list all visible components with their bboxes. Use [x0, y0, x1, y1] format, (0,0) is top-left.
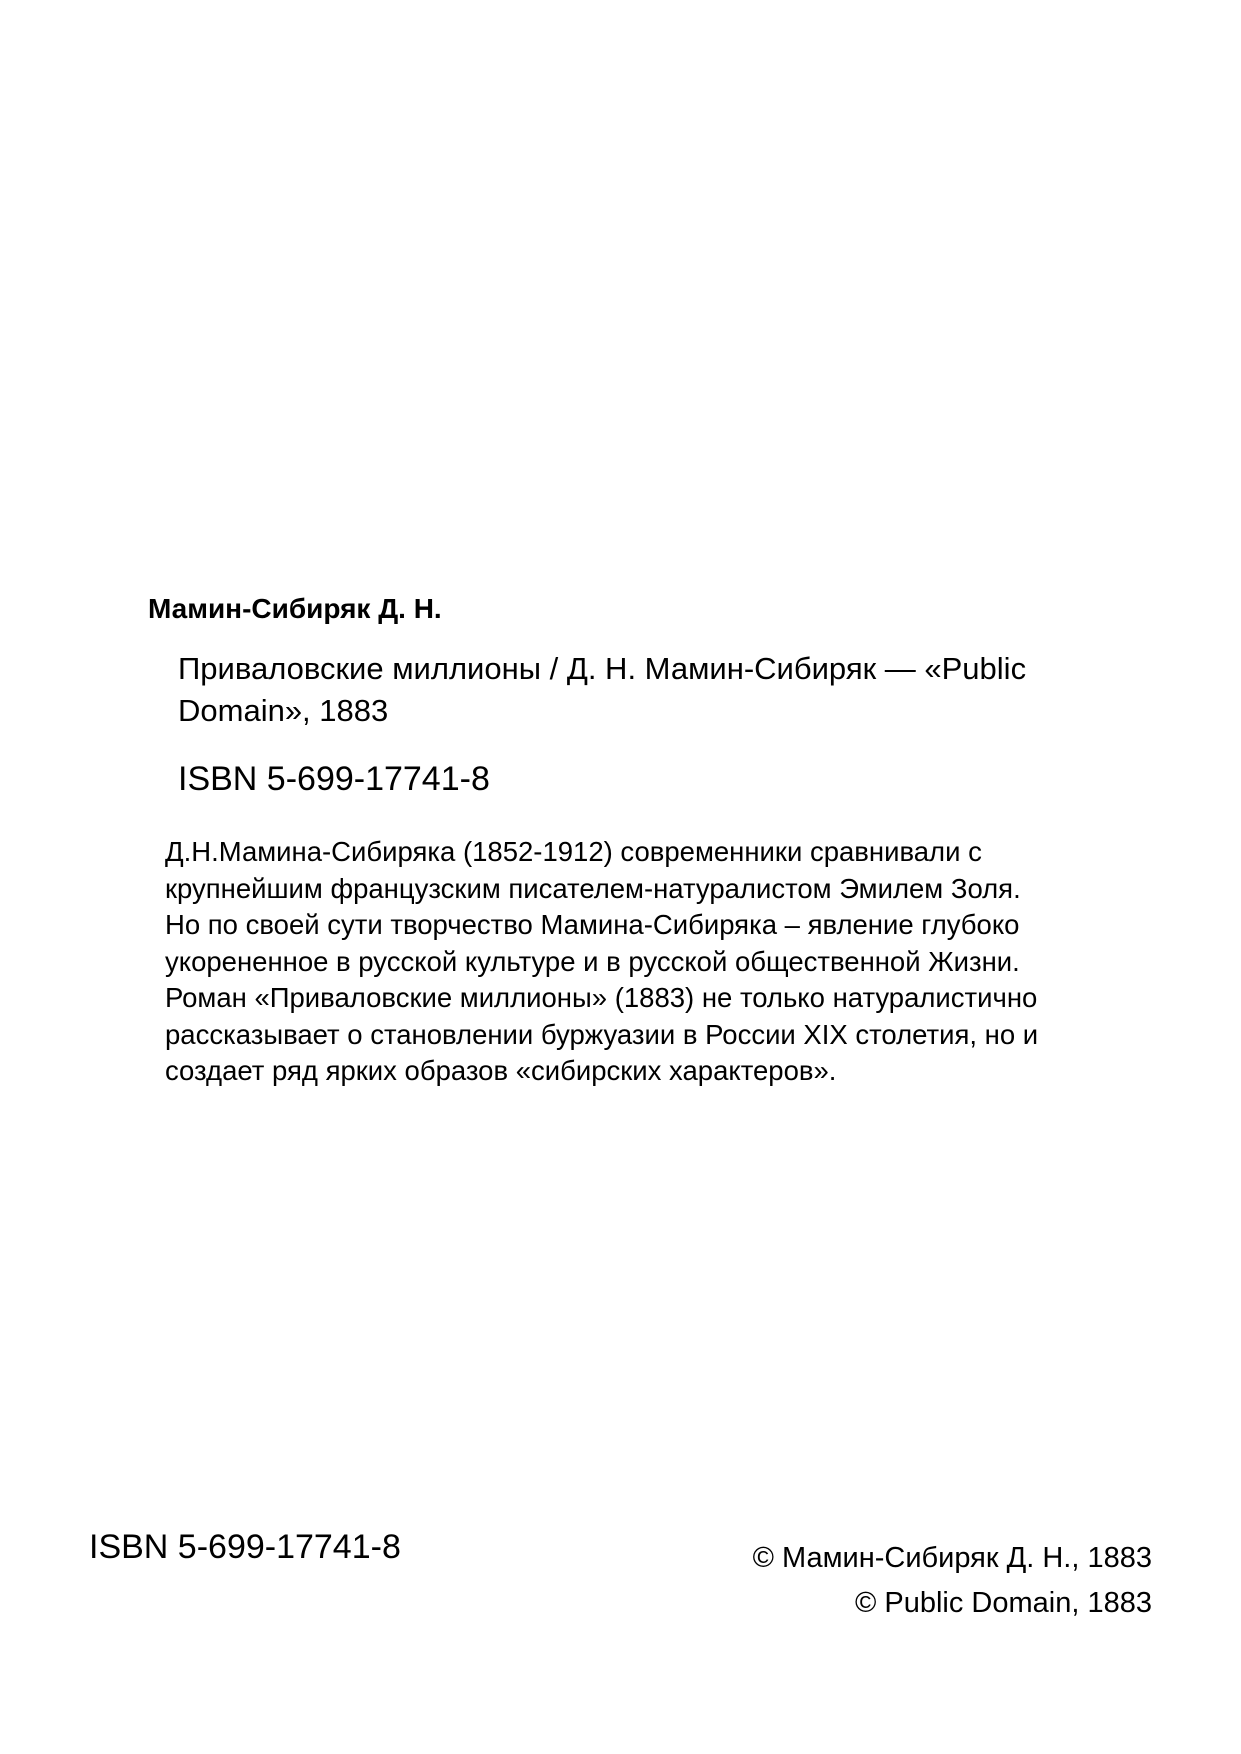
- annotation-line: Д.Н.Мамина-Сибиряка (1852-1912) современники сравнивали с: [165, 836, 982, 867]
- annotation-line: укорененное в русской культуре и в русской общественной Жизни.: [165, 945, 1020, 977]
- bibliographic-entry: [178, 648, 1138, 732]
- bibliographic-entry-line: Приваловские миллионы / Д. Н. Мамин-Сибиряк — «Public: [178, 651, 1027, 686]
- copyright-block: [753, 1536, 1152, 1626]
- copyright-author: © Мамин-Сибиряк Д. Н., 1883: [752, 1542, 1152, 1574]
- author-heading: Мамин-Сибиряк Д. Н.: [148, 593, 442, 624]
- annotation-line: создает ряд ярких образов «сибирских характеров».: [165, 1055, 837, 1086]
- footer-isbn: ISBN 5-699-17741-8: [89, 1528, 401, 1566]
- annotation-line: крупнейшим французским писателем-натуралистом Эмилем Золя.: [165, 872, 1021, 904]
- bibliographic-entry-line: Domain», 1883: [178, 693, 389, 728]
- copyright-publisher: © Public Domain, 1883: [854, 1587, 1152, 1619]
- annotation-line: рассказывает о становлении буржуазии в России XIX столетия, но и: [165, 1018, 1039, 1050]
- annotation-line: Роман «Приваловские миллионы» (1883) не только натуралистично: [165, 982, 1038, 1013]
- annotation: [165, 834, 1125, 1090]
- isbn: ISBN 5-699-17741-8: [178, 760, 490, 798]
- annotation-line: Но по своей сути творчество Мамина-Сибиряка – явление глубоко: [165, 909, 1020, 940]
